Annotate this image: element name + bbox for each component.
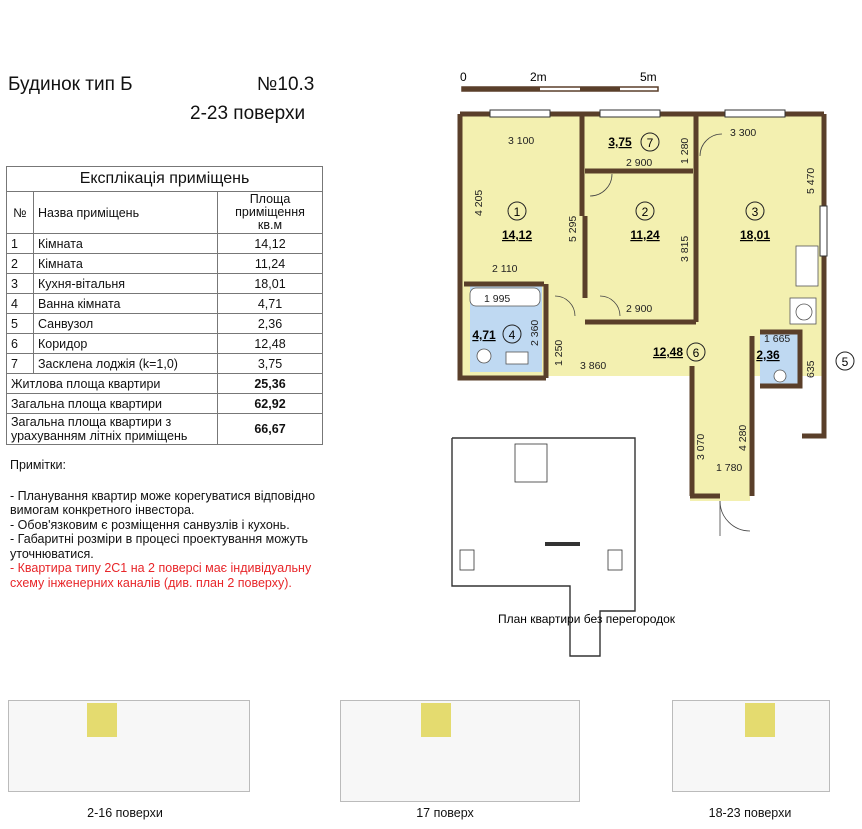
key-plan-caption: 2-16 поверхи <box>87 806 163 820</box>
dim: 2 900 <box>626 157 653 169</box>
apartment-number: №10.3 <box>257 74 315 95</box>
dim: 1 280 <box>679 137 691 164</box>
apartment-highlight <box>421 703 451 737</box>
total-label: Житлова площа квартири <box>7 374 218 394</box>
apartment-highlight <box>745 703 775 737</box>
total-row <box>7 394 323 414</box>
apartment-highlight <box>87 703 117 737</box>
note-item: - Обов'язковим є розміщення санвузлів і кухонь. <box>10 517 290 532</box>
scale-zero: 0 <box>460 70 467 84</box>
dim: 1 665 <box>764 333 791 345</box>
table-row <box>7 334 323 354</box>
row-name: Санвузол <box>34 314 218 334</box>
col-name-header: Назва приміщень <box>34 192 218 234</box>
dim: 4 205 <box>473 189 485 216</box>
key-plan-2 <box>340 700 580 802</box>
row-area: 3,75 <box>218 354 323 374</box>
total-value: 25,36 <box>218 374 323 394</box>
row-area: 4,71 <box>218 294 323 314</box>
row-name: Кімната <box>34 234 218 254</box>
note-item: - Габаритні розміри в процесі проектування можуть уточнюватися. <box>10 532 309 561</box>
row-no: 3 <box>7 274 34 294</box>
key-plan-1 <box>8 700 250 792</box>
room-no: 7 <box>646 136 654 150</box>
room-area: 2,36 <box>756 348 780 362</box>
row-area: 2,36 <box>218 314 323 334</box>
dim: 5 295 <box>567 215 579 242</box>
total-label: Загальна площа квартири з урахуванням літніх приміщень <box>7 414 218 445</box>
row-area: 18,01 <box>218 274 323 294</box>
dim: 2 900 <box>626 303 653 315</box>
room-no: 3 <box>751 205 759 219</box>
room-area: 12,48 <box>652 345 684 359</box>
dim: 3 100 <box>508 135 535 147</box>
row-area: 11,24 <box>218 254 323 274</box>
note-item: - Планування квартир може корегуватися відповідно вимогам конкретного інвестора. <box>10 488 316 517</box>
dim: 1 995 <box>484 293 511 305</box>
row-no: 1 <box>7 234 34 254</box>
table-row <box>7 354 323 374</box>
row-no: 5 <box>7 314 34 334</box>
total-row <box>7 414 323 445</box>
col-no-header: № <box>7 192 34 234</box>
room-area: 14,12 <box>501 228 533 242</box>
dim: 3 815 <box>679 235 691 262</box>
dim: 3 300 <box>730 127 757 139</box>
row-name: Кухня-вітальня <box>34 274 218 294</box>
row-name: Кімната <box>34 254 218 274</box>
total-value: 62,92 <box>218 394 323 414</box>
room-area: 11,24 <box>630 228 660 242</box>
floor-plan <box>440 66 862 666</box>
room-no: 5 <box>841 355 849 369</box>
table-row <box>7 254 323 274</box>
dim: 1 250 <box>553 339 565 366</box>
table-row <box>7 314 323 334</box>
row-area: 14,12 <box>218 234 323 254</box>
room-no: 1 <box>513 205 521 219</box>
dim: 5 470 <box>805 167 817 194</box>
row-name: Засклена лоджія (k=1,0) <box>34 354 218 374</box>
row-area: 12,48 <box>218 334 323 354</box>
row-no: 4 <box>7 294 34 314</box>
scale-end: 5m <box>640 70 657 84</box>
row-name: Коридор <box>34 334 218 354</box>
row-name: Ванна кімната <box>34 294 218 314</box>
dim: 2 360 <box>529 319 541 346</box>
room-no: 4 <box>508 328 516 342</box>
dim: 4 280 <box>737 424 749 451</box>
empty-plan-caption: План квартири без перегородок <box>498 612 676 626</box>
row-no: 7 <box>7 354 34 374</box>
dim: 3 070 <box>695 433 707 460</box>
room-area: 18,01 <box>739 228 771 242</box>
total-value: 66,67 <box>218 414 323 445</box>
key-plan-caption: 17 поверх <box>416 806 474 820</box>
dim: 635 <box>805 360 817 378</box>
note-item-red: - Квартира типу 2С1 на 2 поверсі має індивідуальну схему інженерних каналів (див. план 2 поверху). <box>10 561 312 590</box>
total-row <box>7 374 323 394</box>
row-no: 6 <box>7 334 34 354</box>
scale-bar <box>460 70 658 91</box>
scale-mid: 2m <box>530 70 547 84</box>
col-area-header: Площа приміщення кв.м <box>218 192 323 234</box>
notes-block <box>10 458 340 590</box>
room-area: 3,75 <box>608 135 632 149</box>
explication-table <box>6 166 323 445</box>
notes-heading: Примітки: <box>10 458 66 472</box>
key-plan-caption: 18-23 поверхи <box>708 806 792 820</box>
table-row <box>7 274 323 294</box>
total-label: Загальна площа квартири <box>7 394 218 414</box>
building-type-title: Будинок тип Б <box>8 74 133 95</box>
table-row <box>7 294 323 314</box>
room-no: 2 <box>641 205 649 219</box>
room-no: 6 <box>692 346 700 360</box>
dim: 1 780 <box>716 462 743 474</box>
table-row <box>7 234 323 254</box>
key-plan-3 <box>672 700 830 792</box>
dim: 3 860 <box>580 360 607 372</box>
floors-label: 2-23 поверхи <box>190 103 306 124</box>
room-area: 4,71 <box>472 328 496 342</box>
table-caption: Експлікація приміщень <box>7 167 323 192</box>
row-no: 2 <box>7 254 34 274</box>
dim: 2 110 <box>492 263 518 275</box>
